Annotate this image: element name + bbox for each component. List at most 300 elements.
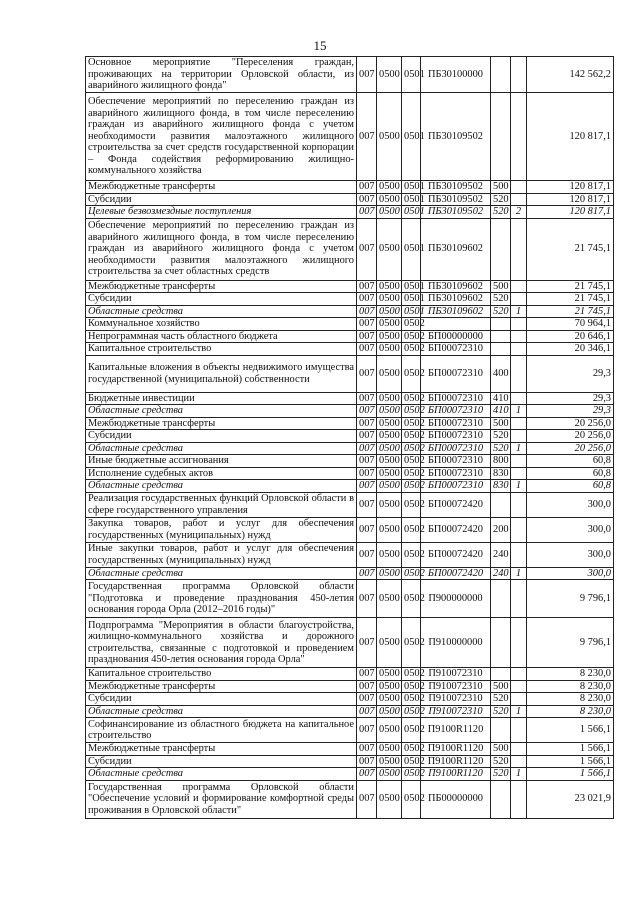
cell-section-code: 0500 — [377, 718, 402, 743]
table-row — [86, 430, 614, 443]
cell-target-article: П9100R1120 — [421, 718, 491, 743]
cell-subsection-code: 0502 — [402, 718, 421, 743]
cell-section-code: 0500 — [377, 743, 402, 756]
cell-subsection-code: 0501 — [402, 181, 421, 194]
cell-subsection-code: 0502 — [402, 430, 421, 443]
cell-amount: 1 566,1 — [527, 743, 614, 756]
table-row — [86, 618, 614, 668]
cell-subsection-code: 0502 — [402, 455, 421, 468]
cell-ministry-code: 007 — [357, 330, 377, 343]
cell-target-article: БП00072310 — [421, 355, 491, 392]
cell-ministry-code: 007 — [357, 755, 377, 768]
table-row — [86, 755, 614, 768]
cell-source-code — [511, 355, 527, 392]
cell-source-code — [511, 517, 527, 542]
cell-amount: 120 817,1 — [527, 181, 614, 194]
cell-section-code: 0500 — [377, 93, 402, 181]
cell-source-code — [511, 542, 527, 567]
cell-target-article: БП00072420 — [421, 492, 491, 517]
cell-amount: 300,0 — [527, 517, 614, 542]
cell-ministry-code: 007 — [357, 705, 377, 718]
cell-amount: 21 745,1 — [527, 305, 614, 318]
cell-target-article: ПБ00000000 — [421, 780, 491, 818]
cell-expense-type — [491, 780, 511, 818]
cell-expense-type: 200 — [491, 517, 511, 542]
cell-subsection-code: 0502 — [402, 780, 421, 818]
cell-subsection-code: 0501 — [402, 193, 421, 206]
cell-amount: 1 566,1 — [527, 755, 614, 768]
cell-ministry-code: 007 — [357, 293, 377, 306]
cell-amount: 9 796,1 — [527, 580, 614, 618]
cell-target-article: П910072310 — [421, 693, 491, 706]
cell-source-code — [511, 280, 527, 293]
cell-name: Капитальное строительство — [86, 343, 357, 356]
budget-table — [85, 56, 614, 819]
cell-expense-type: 520 — [491, 755, 511, 768]
cell-expense-type: 800 — [491, 455, 511, 468]
cell-amount: 20 256,0 — [527, 417, 614, 430]
cell-source-code — [511, 492, 527, 517]
cell-subsection-code: 0502 — [402, 318, 421, 331]
page-number: 15 — [313, 38, 327, 53]
cell-expense-type: 830 — [491, 467, 511, 480]
cell-source-code — [511, 330, 527, 343]
cell-name: Иные бюджетные ассигнования — [86, 455, 357, 468]
cell-source-code — [511, 57, 527, 93]
cell-ministry-code: 007 — [357, 430, 377, 443]
cell-target-article: ПБ30100000 — [421, 57, 491, 93]
cell-name: Подпрограмма "Мероприятия в области благоустройства, жилищно-коммунального хозяйства и дорожного строительства, связанные с подготовкой и проведением празднования 450-летия основания города Орла" — [86, 618, 357, 668]
table-row — [86, 680, 614, 693]
cell-source-code — [511, 668, 527, 681]
table-row — [86, 743, 614, 756]
cell-amount: 21 745,1 — [527, 293, 614, 306]
table-row — [86, 455, 614, 468]
cell-target-article: БП00000000 — [421, 330, 491, 343]
cell-ministry-code: 007 — [357, 693, 377, 706]
cell-amount: 21 745,1 — [527, 218, 614, 280]
table-row — [86, 206, 614, 219]
budget-table-body — [86, 57, 614, 819]
cell-name: Иные закупки товаров, работ и услуг для обеспечения государственных (муниципальных) нужд — [86, 542, 357, 567]
cell-section-code: 0500 — [377, 330, 402, 343]
cell-target-article: П9100R1120 — [421, 743, 491, 756]
table-row — [86, 567, 614, 580]
cell-name: Обеспечение мероприятий по переселению граждан из аварийного жилищного фонда, в том числе переселению граждан из аварийного жилищного фонда с учетом необходимости развития малоэтажного жилищного строительства за счет средств государственной корпорации – Фонда содействия реформированию жилищно-коммунального хозяйства — [86, 93, 357, 181]
cell-ministry-code: 007 — [357, 318, 377, 331]
cell-amount: 60,8 — [527, 480, 614, 493]
cell-name: Субсидии — [86, 193, 357, 206]
cell-source-code — [511, 693, 527, 706]
cell-target-article: БП00072420 — [421, 567, 491, 580]
cell-name: Непрограммная часть областного бюджета — [86, 330, 357, 343]
cell-source-code — [511, 343, 527, 356]
cell-subsection-code: 0501 — [402, 93, 421, 181]
cell-amount: 300,0 — [527, 567, 614, 580]
cell-expense-type: 240 — [491, 567, 511, 580]
cell-section-code: 0500 — [377, 668, 402, 681]
cell-expense-type: 520 — [491, 193, 511, 206]
table-row — [86, 668, 614, 681]
cell-name: Исполнение судебных актов — [86, 467, 357, 480]
cell-target-article: П9100R1120 — [421, 755, 491, 768]
table-row — [86, 193, 614, 206]
cell-expense-type — [491, 668, 511, 681]
cell-expense-type — [491, 218, 511, 280]
cell-section-code: 0500 — [377, 355, 402, 392]
cell-name: Межбюджетные трансферты — [86, 181, 357, 194]
table-row — [86, 705, 614, 718]
table-row — [86, 492, 614, 517]
cell-amount: 8 230,0 — [527, 693, 614, 706]
cell-ministry-code: 007 — [357, 455, 377, 468]
cell-target-article: П910000000 — [421, 618, 491, 668]
cell-section-code: 0500 — [377, 618, 402, 668]
cell-subsection-code: 0502 — [402, 467, 421, 480]
cell-section-code: 0500 — [377, 57, 402, 93]
cell-name: Субсидии — [86, 293, 357, 306]
cell-ministry-code: 007 — [357, 780, 377, 818]
table-row — [86, 343, 614, 356]
cell-source-code — [511, 93, 527, 181]
cell-name: Капитальные вложения в объекты недвижимого имущества государственной (муниципальной) собственности — [86, 355, 357, 392]
cell-target-article: ПБ30109602 — [421, 305, 491, 318]
cell-ministry-code: 007 — [357, 218, 377, 280]
table-row — [86, 93, 614, 181]
cell-source-code — [511, 392, 527, 405]
cell-subsection-code: 0502 — [402, 668, 421, 681]
cell-expense-type: 500 — [491, 743, 511, 756]
cell-source-code — [511, 780, 527, 818]
cell-amount: 20 256,0 — [527, 430, 614, 443]
cell-target-article — [421, 318, 491, 331]
cell-target-article: ПБ30109502 — [421, 93, 491, 181]
table-row — [86, 580, 614, 618]
cell-amount: 8 230,0 — [527, 668, 614, 681]
cell-source-code — [511, 680, 527, 693]
cell-target-article: ПБ30109502 — [421, 206, 491, 219]
cell-source-code — [511, 430, 527, 443]
cell-target-article: ПБ30109502 — [421, 193, 491, 206]
cell-amount: 8 230,0 — [527, 680, 614, 693]
cell-amount: 9 796,1 — [527, 618, 614, 668]
cell-ministry-code: 007 — [357, 467, 377, 480]
cell-ministry-code: 007 — [357, 718, 377, 743]
cell-expense-type: 400 — [491, 355, 511, 392]
table-row — [86, 768, 614, 781]
cell-ministry-code: 007 — [357, 768, 377, 781]
cell-target-article: ПБ30109502 — [421, 181, 491, 194]
table-row — [86, 517, 614, 542]
cell-target-article: БП00072310 — [421, 417, 491, 430]
cell-name: Межбюджетные трансферты — [86, 680, 357, 693]
cell-expense-type: 500 — [491, 280, 511, 293]
cell-expense-type — [491, 492, 511, 517]
cell-target-article: БП00072310 — [421, 442, 491, 455]
cell-name: Межбюджетные трансферты — [86, 280, 357, 293]
table-row — [86, 480, 614, 493]
cell-section-code: 0500 — [377, 768, 402, 781]
cell-source-code — [511, 455, 527, 468]
cell-subsection-code: 0502 — [402, 517, 421, 542]
cell-expense-type: 830 — [491, 480, 511, 493]
cell-section-code: 0500 — [377, 343, 402, 356]
cell-name: Областные средства — [86, 305, 357, 318]
cell-amount: 142 562,2 — [527, 57, 614, 93]
cell-source-code — [511, 618, 527, 668]
cell-expense-type: 520 — [491, 430, 511, 443]
cell-subsection-code: 0502 — [402, 405, 421, 418]
cell-section-code: 0500 — [377, 567, 402, 580]
cell-expense-type: 520 — [491, 442, 511, 455]
cell-source-code: 1 — [511, 305, 527, 318]
table-row — [86, 780, 614, 818]
cell-name: Капитальное строительство — [86, 668, 357, 681]
table-row — [86, 417, 614, 430]
table-row — [86, 305, 614, 318]
table-row — [86, 218, 614, 280]
cell-name: Субсидии — [86, 755, 357, 768]
cell-expense-type — [491, 330, 511, 343]
cell-target-article: БП00072310 — [421, 405, 491, 418]
cell-expense-type: 520 — [491, 293, 511, 306]
table-row — [86, 405, 614, 418]
table-row — [86, 392, 614, 405]
cell-expense-type — [491, 718, 511, 743]
cell-section-code: 0500 — [377, 218, 402, 280]
cell-source-code: 1 — [511, 442, 527, 455]
cell-target-article: ПБ30109602 — [421, 280, 491, 293]
cell-amount: 23 021,9 — [527, 780, 614, 818]
cell-source-code — [511, 467, 527, 480]
cell-subsection-code: 0502 — [402, 705, 421, 718]
cell-source-code: 1 — [511, 768, 527, 781]
cell-subsection-code: 0501 — [402, 305, 421, 318]
cell-section-code: 0500 — [377, 442, 402, 455]
cell-section-code: 0500 — [377, 580, 402, 618]
cell-name: Межбюджетные трансферты — [86, 417, 357, 430]
cell-section-code: 0500 — [377, 467, 402, 480]
cell-amount: 20 346,1 — [527, 343, 614, 356]
cell-subsection-code: 0501 — [402, 293, 421, 306]
cell-ministry-code: 007 — [357, 417, 377, 430]
table-row — [86, 693, 614, 706]
cell-expense-type: 520 — [491, 768, 511, 781]
cell-target-article: П9100R1120 — [421, 768, 491, 781]
cell-ministry-code: 007 — [357, 567, 377, 580]
cell-ministry-code: 007 — [357, 206, 377, 219]
cell-section-code: 0500 — [377, 492, 402, 517]
cell-ministry-code: 007 — [357, 668, 377, 681]
cell-subsection-code: 0502 — [402, 768, 421, 781]
table-row — [86, 57, 614, 93]
cell-target-article: БП00072310 — [421, 455, 491, 468]
cell-section-code: 0500 — [377, 542, 402, 567]
table-row — [86, 542, 614, 567]
cell-expense-type — [491, 93, 511, 181]
cell-subsection-code: 0502 — [402, 442, 421, 455]
cell-expense-type — [491, 618, 511, 668]
cell-source-code — [511, 218, 527, 280]
cell-ministry-code: 007 — [357, 492, 377, 517]
cell-amount: 300,0 — [527, 492, 614, 517]
cell-source-code: 2 — [511, 206, 527, 219]
cell-amount: 20 256,0 — [527, 442, 614, 455]
cell-source-code: 1 — [511, 405, 527, 418]
cell-ministry-code: 007 — [357, 542, 377, 567]
cell-section-code: 0500 — [377, 181, 402, 194]
cell-amount: 1 566,1 — [527, 768, 614, 781]
cell-subsection-code: 0501 — [402, 218, 421, 280]
cell-source-code: 1 — [511, 705, 527, 718]
cell-amount: 29,3 — [527, 392, 614, 405]
cell-ministry-code: 007 — [357, 355, 377, 392]
cell-amount: 60,8 — [527, 467, 614, 480]
cell-source-code — [511, 755, 527, 768]
cell-section-code: 0500 — [377, 755, 402, 768]
cell-amount: 60,8 — [527, 455, 614, 468]
cell-amount: 29,3 — [527, 405, 614, 418]
cell-ministry-code: 007 — [357, 743, 377, 756]
cell-ministry-code: 007 — [357, 580, 377, 618]
cell-name: Областные средства — [86, 480, 357, 493]
cell-amount: 70 964,1 — [527, 318, 614, 331]
cell-name: Закупка товаров, работ и услуг для обеспечения государственных (муниципальных) нужд — [86, 517, 357, 542]
cell-target-article: БП00072310 — [421, 480, 491, 493]
cell-expense-type: 520 — [491, 206, 511, 219]
cell-target-article: БП00072310 — [421, 343, 491, 356]
cell-name: Бюджетные инвестиции — [86, 392, 357, 405]
cell-ministry-code: 007 — [357, 280, 377, 293]
cell-section-code: 0500 — [377, 405, 402, 418]
cell-amount: 8 230,0 — [527, 705, 614, 718]
cell-expense-type — [491, 318, 511, 331]
cell-name: Областные средства — [86, 442, 357, 455]
cell-subsection-code: 0502 — [402, 567, 421, 580]
cell-name: Государственная программа Орловской области "Обеспечение условий и формирование комфортной среды проживания в Орловской области" — [86, 780, 357, 818]
cell-section-code: 0500 — [377, 293, 402, 306]
cell-source-code — [511, 318, 527, 331]
cell-source-code: 1 — [511, 480, 527, 493]
cell-source-code — [511, 293, 527, 306]
cell-section-code: 0500 — [377, 193, 402, 206]
cell-ministry-code: 007 — [357, 57, 377, 93]
cell-amount: 120 817,1 — [527, 193, 614, 206]
cell-section-code: 0500 — [377, 280, 402, 293]
cell-ministry-code: 007 — [357, 405, 377, 418]
cell-expense-type: 410 — [491, 405, 511, 418]
cell-amount: 1 566,1 — [527, 718, 614, 743]
cell-subsection-code: 0501 — [402, 206, 421, 219]
cell-amount: 29,3 — [527, 355, 614, 392]
table-row — [86, 718, 614, 743]
cell-subsection-code: 0502 — [402, 755, 421, 768]
cell-ministry-code: 007 — [357, 618, 377, 668]
cell-name: Государственная программа Орловской области "Подготовка и проведение празднования 450-летия основания города Орла (2012–2016 годы)" — [86, 580, 357, 618]
cell-ministry-code: 007 — [357, 305, 377, 318]
cell-subsection-code: 0501 — [402, 280, 421, 293]
cell-target-article: БП00072420 — [421, 542, 491, 567]
cell-subsection-code: 0502 — [402, 743, 421, 756]
cell-name: Областные средства — [86, 705, 357, 718]
cell-amount: 120 817,1 — [527, 93, 614, 181]
cell-ministry-code: 007 — [357, 680, 377, 693]
table-row — [86, 442, 614, 455]
cell-expense-type: 520 — [491, 305, 511, 318]
cell-ministry-code: 007 — [357, 193, 377, 206]
cell-section-code: 0500 — [377, 455, 402, 468]
cell-name: Обеспечение мероприятий по переселению граждан из аварийного жилищного фонда, в том числе переселению граждан из аварийного жилищного фонда с учетом необходимости развития малоэтажного жилищного строительства за счет областных средств — [86, 218, 357, 280]
cell-expense-type — [491, 57, 511, 93]
cell-expense-type: 410 — [491, 392, 511, 405]
cell-target-article: ПБ30109602 — [421, 293, 491, 306]
cell-target-article: П910072310 — [421, 705, 491, 718]
cell-ministry-code: 007 — [357, 442, 377, 455]
cell-expense-type: 240 — [491, 542, 511, 567]
cell-expense-type: 500 — [491, 680, 511, 693]
cell-name: Субсидии — [86, 693, 357, 706]
cell-amount: 300,0 — [527, 542, 614, 567]
cell-section-code: 0500 — [377, 318, 402, 331]
cell-source-code — [511, 417, 527, 430]
cell-section-code: 0500 — [377, 517, 402, 542]
cell-section-code: 0500 — [377, 430, 402, 443]
cell-name: Целевые безвозмездные поступления — [86, 206, 357, 219]
cell-amount: 20 646,1 — [527, 330, 614, 343]
cell-subsection-code: 0501 — [402, 57, 421, 93]
table-row — [86, 293, 614, 306]
cell-subsection-code: 0502 — [402, 618, 421, 668]
cell-target-article: ПБ30109602 — [421, 218, 491, 280]
table-row — [86, 467, 614, 480]
cell-target-article: БП00072310 — [421, 467, 491, 480]
cell-expense-type — [491, 343, 511, 356]
cell-section-code: 0500 — [377, 680, 402, 693]
cell-expense-type: 500 — [491, 181, 511, 194]
cell-amount: 21 745,1 — [527, 280, 614, 293]
cell-subsection-code: 0502 — [402, 343, 421, 356]
cell-name: Областные средства — [86, 768, 357, 781]
cell-section-code: 0500 — [377, 693, 402, 706]
cell-source-code — [511, 580, 527, 618]
cell-section-code: 0500 — [377, 305, 402, 318]
cell-section-code: 0500 — [377, 392, 402, 405]
cell-section-code: 0500 — [377, 780, 402, 818]
cell-expense-type: 500 — [491, 417, 511, 430]
cell-source-code — [511, 193, 527, 206]
table-row — [86, 318, 614, 331]
cell-subsection-code: 0502 — [402, 680, 421, 693]
cell-subsection-code: 0502 — [402, 542, 421, 567]
cell-expense-type: 520 — [491, 705, 511, 718]
table-row — [86, 280, 614, 293]
cell-target-article: БП00072310 — [421, 430, 491, 443]
cell-section-code: 0500 — [377, 206, 402, 219]
cell-section-code: 0500 — [377, 705, 402, 718]
table-row — [86, 355, 614, 392]
cell-subsection-code: 0502 — [402, 392, 421, 405]
table-row — [86, 181, 614, 194]
cell-ministry-code: 007 — [357, 480, 377, 493]
cell-ministry-code: 007 — [357, 181, 377, 194]
cell-section-code: 0500 — [377, 480, 402, 493]
cell-subsection-code: 0502 — [402, 580, 421, 618]
cell-expense-type — [491, 580, 511, 618]
cell-subsection-code: 0502 — [402, 480, 421, 493]
cell-name: Межбюджетные трансферты — [86, 743, 357, 756]
cell-target-article: П910072310 — [421, 668, 491, 681]
cell-subsection-code: 0502 — [402, 417, 421, 430]
